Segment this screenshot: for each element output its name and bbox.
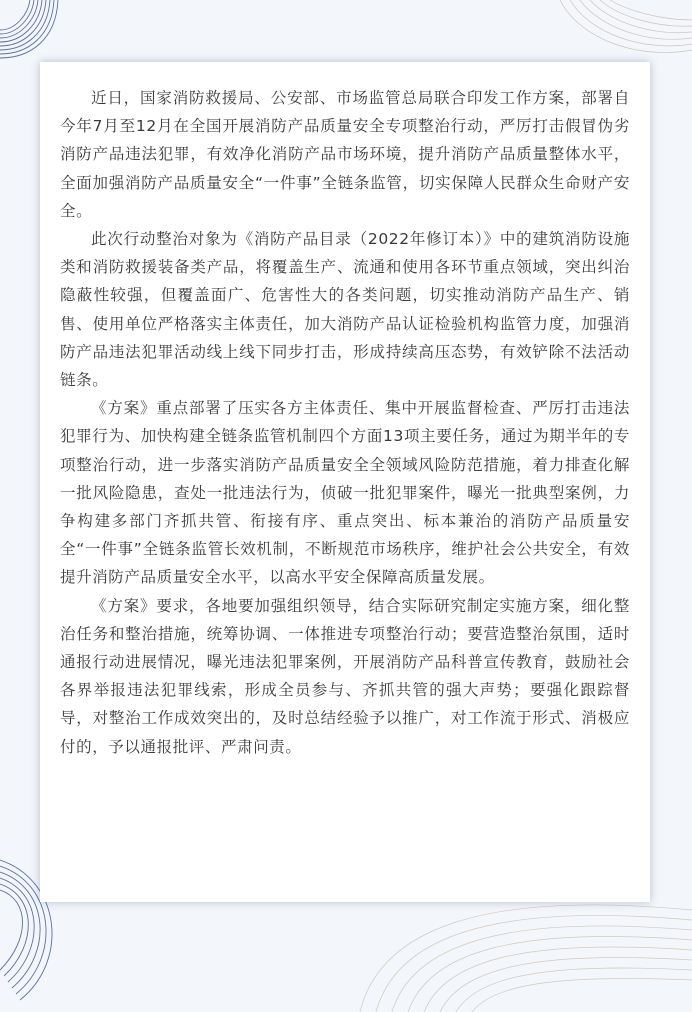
article-paragraph-2: 此次行动整治对象为《消防产品目录（2022年修订本）》中的建筑消防设施类和消防救援装备类产品，将覆盖生产、流通和使用各环节重点领域，突出纠治隐蔽性较强，但覆盖面广、危害性大的各类问题，切实推动消防产品生产、销售、使用单位严格落实主体责任，加大消防产品认证检验机构监管力度，加强消防产品违法犯罪活动线上线下同步打击，形成持续高压态势，有效铲除不法活动链条。 (60, 230, 630, 390)
article-card (40, 62, 650, 902)
article-paragraph-4: 《方案》要求，各地要加强组织领导，结合实际研究制定实施方案，细化整治任务和整治措施，统筹协调、一体推进专项整治行动；要营造整治氛围，适时通报行动进展情况，曝光违法犯罪案例，开展消防产品科普宣传教育，鼓励社会各界举报违法犯罪线索，形成全员参与、齐抓共管的强大声势；要强化跟踪督导，对整治工作成效突出的，及时总结经验予以推广，对工作流于形式、消极应付的，予以通报批评、严肃问责。 (60, 596, 630, 756)
article-paragraph-1: 近日，国家消防救援局、公安部、市场监管总局联合印发工作方案，部署自今年7月至12月在全国开展消防产品质量安全专项整治行动，严厉打击假冒伪劣消防产品违法犯罪，有效净化消防产品市场环境，提升消防产品质量整体水平，全面加强消防产品质量安全“一件事”全链条监管，切实保障人民群众生命财产安全。 (60, 89, 630, 220)
article-paragraph-3: 《方案》重点部署了压实各方主体责任、集中开展监督检查、严厉打击违法犯罪行为、加快构建全链条监管机制四个方面13项主要任务，通过为期半年的专项整治行动，进一步落实消防产品质量安全全领域风险防范措施，着力排查化解一批风险隐患，查处一批违法行为，侦破一批犯罪案件，曝光一批典型案例，力争构建多部门齐抓共管、衔接有序、重点突出、标本兼治的消防产品质量安全“一件事”全链条监管长效机制，不断规范市场秩序，维护社会公共安全，有效提升消防产品质量安全水平，以高水平安全保障高质量发展。 (60, 399, 630, 587)
wave-lines-decoration-top-right (520, 0, 692, 70)
